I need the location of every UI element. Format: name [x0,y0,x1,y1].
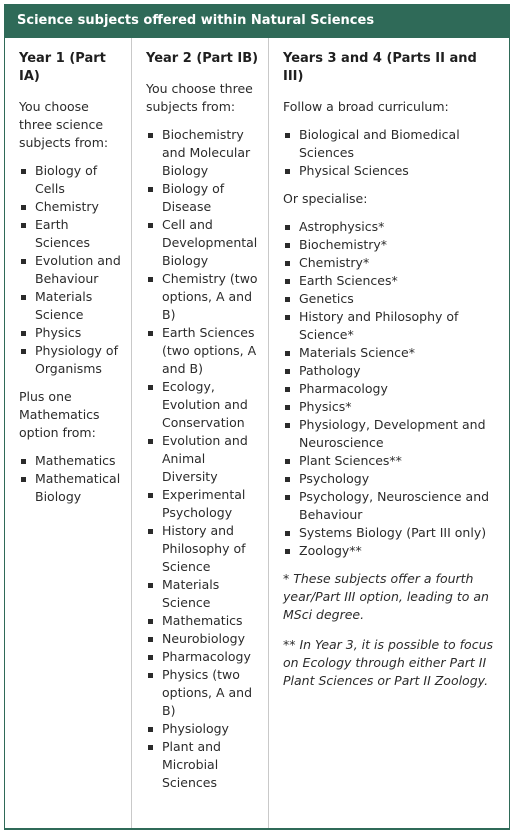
column-year-2 [132,38,269,828]
subject-item: Physics (two options, A and B) [146,666,262,720]
subject-item: Experimental Psychology [146,486,262,522]
subject-item: Pharmacology [146,648,262,666]
subject-item: Psychology [283,470,499,488]
subject-item: Pathology [283,362,499,380]
subject-list [146,126,262,792]
subject-item: Astrophysics* [283,218,499,236]
subject-item: Plant Sciences** [283,452,499,470]
subject-item: Chemistry* [283,254,499,272]
subject-item: Plant and Microbial Sciences [146,738,262,792]
subject-item: Physiology, Development and Neuroscience [283,416,499,452]
specialise-list [283,218,499,560]
subject-item: Evolution and Animal Diversity [146,432,262,486]
specialise-intro: Or specialise: [283,191,368,206]
subject-item: Mathematics [19,452,125,470]
subject-item: Ecology, Evolution and Conservation [146,378,262,432]
subject-item: Pharmacology [283,380,499,398]
column-heading: Years 3 and 4 (Parts II and III) [283,51,477,84]
subject-item: Evolution and Behaviour [19,252,125,288]
subject-item: Zoology** [283,542,499,560]
mathematics-list [19,452,125,506]
column-intro: You choose three science subjects from: [19,99,109,150]
table-columns [5,38,509,828]
column-intro: Follow a broad curriculum: [283,99,449,114]
subject-item: Earth Sciences [19,216,125,252]
mathematics-intro: Plus one Mathematics option from: [19,389,100,440]
subject-item: Physiology of Organisms [19,342,125,378]
subject-item: Psychology, Neuroscience and Behaviour [283,488,499,524]
subject-item: Materials Science [146,576,262,612]
subject-item: Neurobiology [146,630,262,648]
subject-item: Physiology [146,720,262,738]
subject-item: History and Philosophy of Science* [283,308,499,344]
subject-item: Physics [19,324,125,342]
subject-item: Earth Sciences (two options, A and B) [146,324,262,378]
table-title: Science subjects offered within Natural Sciences [5,4,509,38]
footnote-mSci: * These subjects offer a fourth year/Part III option, leading to an MSci degree. [283,571,489,622]
subject-item: Biology of Disease [146,180,262,216]
subject-item: Mathematics [146,612,262,630]
column-years-3-4 [269,38,509,828]
subject-item: Materials Science [19,288,125,324]
subject-list [19,162,125,378]
subject-item: History and Philosophy of Science [146,522,262,576]
subject-item: Physical Sciences [283,162,499,180]
column-heading: Year 1 (Part IA) [19,51,106,84]
subject-item: Chemistry (two options, A and B) [146,270,262,324]
column-intro: You choose three subjects from: [146,81,253,114]
subject-item: Physics* [283,398,499,416]
column-year-1 [5,38,132,828]
subject-item: Systems Biology (Part III only) [283,524,499,542]
column-heading: Year 2 (Part IB) [146,51,259,66]
subject-item: Materials Science* [283,344,499,362]
subject-item: Genetics [283,290,499,308]
subject-item: Biochemistry and Molecular Biology [146,126,262,180]
subject-item: Biochemistry* [283,236,499,254]
broad-curriculum-list [283,126,499,180]
subject-item: Cell and Developmental Biology [146,216,262,270]
subject-item: Mathematical Biology [19,470,125,506]
subject-item: Biological and Biomedical Sciences [283,126,499,162]
subject-item: Chemistry [19,198,125,216]
footnote-ecology: ** In Year 3, it is possible to focus on Ecology through either Part II Plant Sciences or Part II Zoology. [283,637,494,688]
subject-item: Earth Sciences* [283,272,499,290]
subjects-table [4,4,510,830]
subject-item: Biology of Cells [19,162,125,198]
